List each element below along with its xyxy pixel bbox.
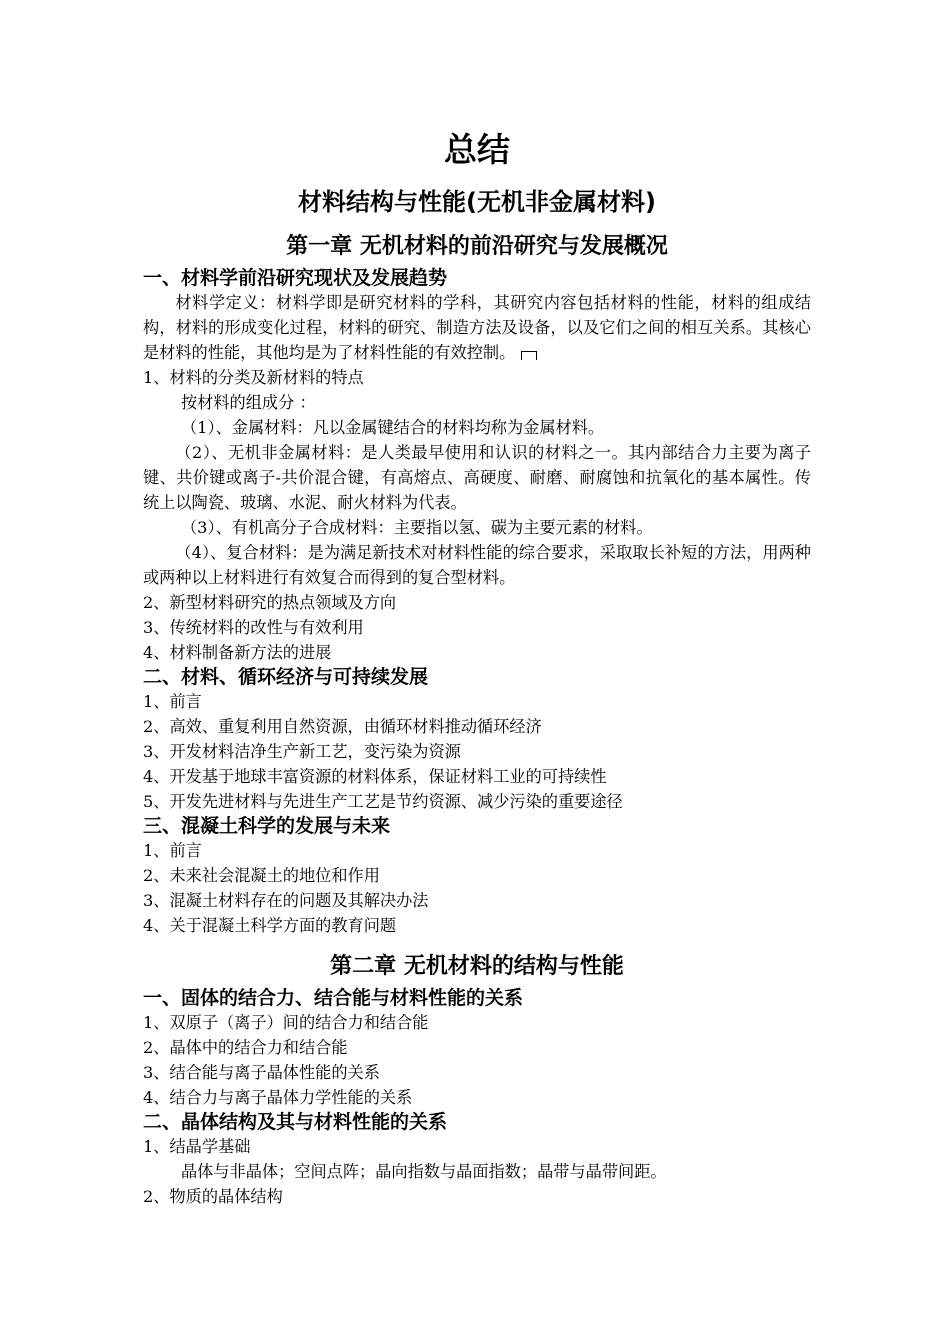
ch1-section-1-heading: 一、材料学前沿研究现状及发展趋势 <box>143 267 448 289</box>
list-item: 1、材料的分类及新材料的特点 <box>143 368 364 387</box>
ch2-section-1-heading: 一、固体的结合力、结合能与材料性能的关系 <box>143 987 524 1009</box>
bracket-mark-icon <box>521 351 537 360</box>
list-item: 2、晶体中的结合力和结合能 <box>143 1038 348 1057</box>
document-title: 总结 <box>444 130 510 169</box>
crystallography-basics: 晶体与非晶体；空间点阵；晶向指数与晶面指数；晶带与晶带间距。 <box>181 1162 667 1181</box>
list-item: 3、传统材料的改性与有效利用 <box>143 618 364 637</box>
document-subtitle: 材料结构与性能(无机非金属材料) <box>298 188 656 216</box>
ch2-section-2-heading: 二、晶体结构及其与材料性能的关系 <box>143 1111 448 1133</box>
category-polymer: （3）、有机高分子合成材料：主要指以氢、碳为主要元素的材料。 <box>181 518 653 537</box>
category-metal: （1）、金属材料：凡以金属键结合的材料均称为金属材料。 <box>181 418 605 437</box>
list-item: 4、材料制备新方法的进展 <box>143 643 332 662</box>
category-inorganic-nonmetal: （2）、无机非金属材料：是人类最早使用和认识的材料之一。其内部结合力主要为离子键、共价键或离子-共价混合键，有高熔点、高硬度、耐磨、耐腐蚀和抗氧化的基本属性。传统上以陶瓷、玻璃、水泥、耐火材料为代表。 <box>143 443 811 512</box>
list-item: 2、未来社会混凝土的地位和作用 <box>143 866 380 885</box>
list-item: 2、物质的晶体结构 <box>143 1187 283 1206</box>
ch1-section-3-heading: 三、混凝土科学的发展与未来 <box>143 815 391 837</box>
classification-intro: 按材料的组成分 ： <box>181 393 316 412</box>
list-item: 5、开发先进材料与先进生产工艺是节约资源、减少污染的重要途径 <box>143 792 623 811</box>
chapter-2-title: 第二章 无机材料的结构与性能 <box>330 954 624 979</box>
list-item: 2、新型材料研究的热点领域及方向 <box>143 593 397 612</box>
list-item: 3、开发材料洁净生产新工艺，变污染为资源 <box>143 742 461 761</box>
list-item: 3、结合能与离子晶体性能的关系 <box>143 1063 380 1082</box>
ch1-section-2-heading: 二、材料、循环经济与可持续发展 <box>143 666 429 688</box>
list-item: 1、双原子（离子）间的结合力和结合能 <box>143 1013 429 1032</box>
list-item: 1、前言 <box>143 841 202 860</box>
chapter-1-title: 第一章 无机材料的前沿研究与发展概况 <box>286 234 668 259</box>
list-item: 1、结晶学基础 <box>143 1137 251 1156</box>
category-composite: （4）、复合材料：是为满足新技术对材料性能的综合要求，采取取长补短的方法，用两种或两种以上材料进行有效复合而得到的复合型材料。 <box>143 543 811 587</box>
definition-text: 材料学定义：材料学即是研究材料的学科，其研究内容包括材料的性能，材料的组成结构，材料的形成变化过程，材料的研究、制造方法及设备，以及它们之间的相互关系。其核心是材料的性能，其他均是为了材料性能的有效控制。 <box>143 293 811 362</box>
list-item: 4、开发基于地球丰富资源的材料体系，保证材料工业的可持续性 <box>143 767 607 786</box>
list-item: 4、结合力与离子晶体力学性能的关系 <box>143 1088 413 1107</box>
document-body <box>143 128 811 1209</box>
list-item: 3、混凝土材料存在的问题及其解决办法 <box>143 891 429 910</box>
list-item: 2、高效、重复利用自然资源，由循环材料推动循环经济 <box>143 717 542 736</box>
list-item: 1、前言 <box>143 692 202 711</box>
material-science-definition <box>143 290 811 365</box>
list-item: 4、关于混凝土科学方面的教育问题 <box>143 916 397 935</box>
